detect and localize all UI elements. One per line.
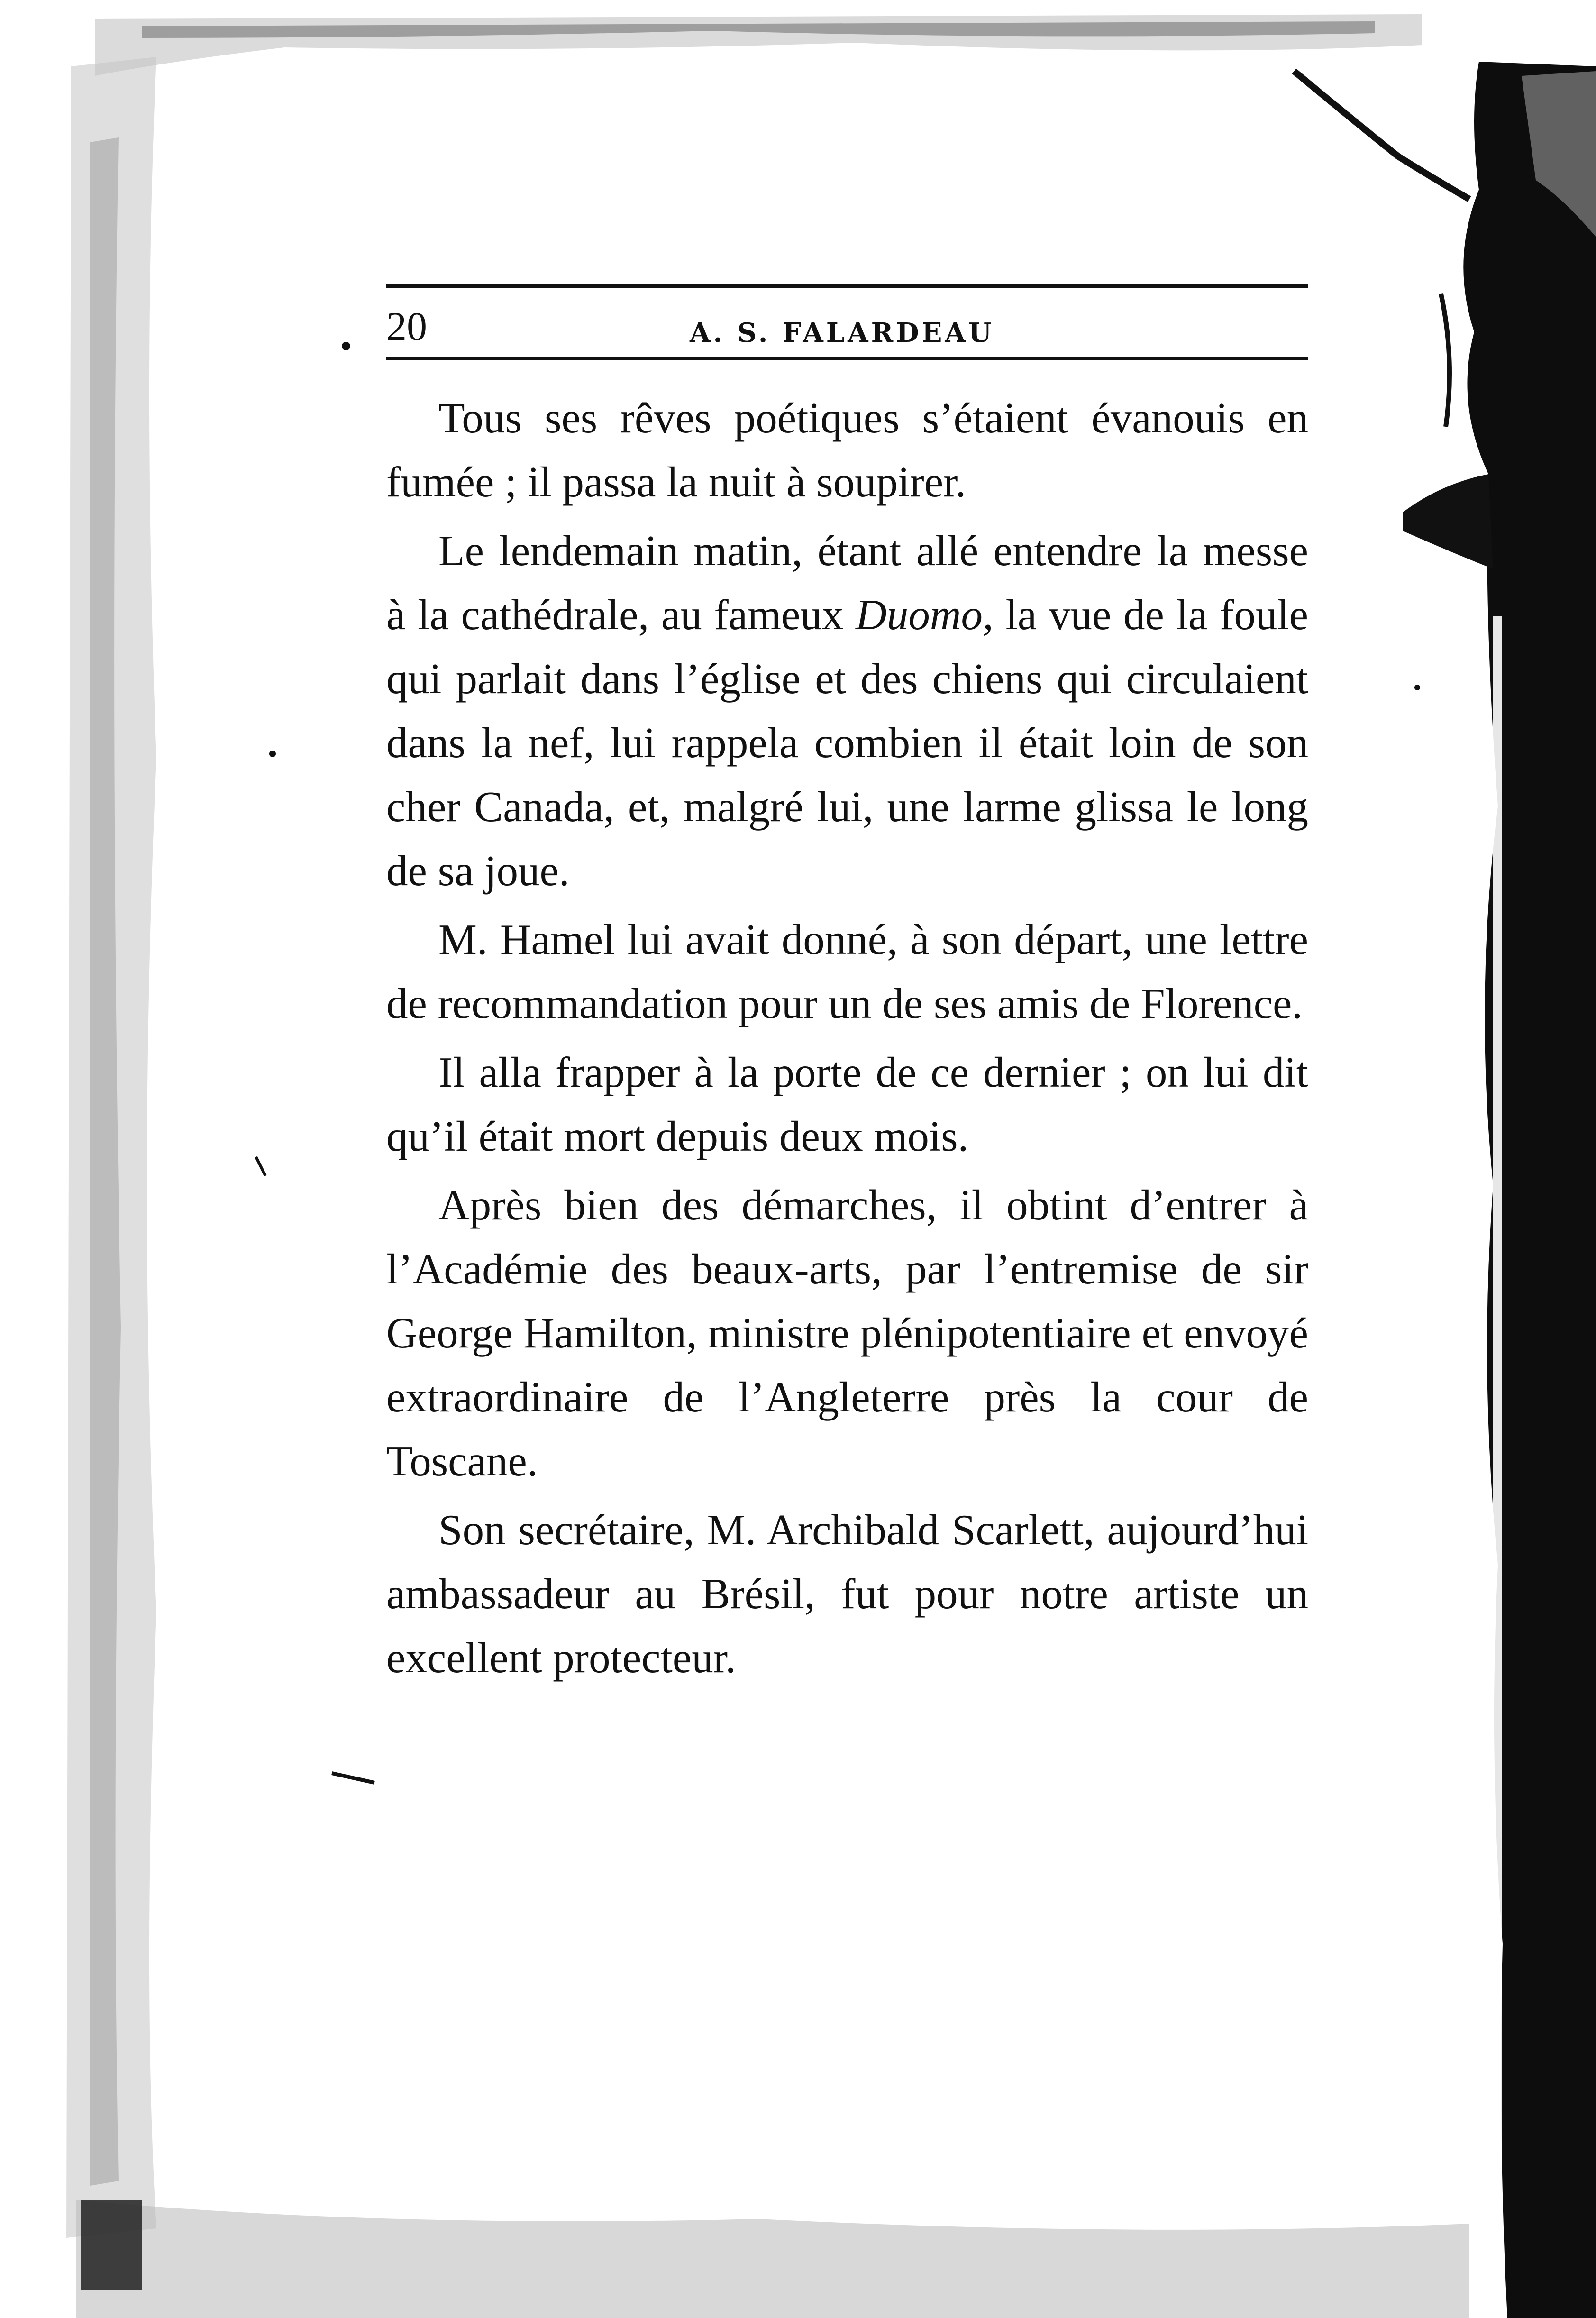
- page-number: 20: [386, 303, 427, 349]
- paragraph-text: la vue de la foule qui parlait dans l’église et des chiens qui circulaient dans la nef, lui rappela combien il était loin de son cher Canada, et, malgré lui, une larme glissa le long de sa joue.: [386, 591, 1308, 895]
- stray-mark: [256, 1157, 265, 1176]
- paragraph: Après bien des démarches, il obtint d’entrer à l’Académie des beaux-arts, par l’entremise de sir George Hamilton, ministre plénipotentiaire et envoyé extraordinaire de l’Angleterre près la cour de Toscane.: [386, 1181, 1308, 1485]
- right-edge-crack-2: [1441, 294, 1450, 427]
- running-head-author: A. S. FALARDEAU: [690, 317, 994, 348]
- body-text: [386, 386, 1308, 1690]
- stray-mark: [1414, 685, 1420, 690]
- bottom-left-blotch: [81, 2200, 142, 2290]
- right-edge-white-gap: [1493, 616, 1502, 2228]
- paragraph-text: Le lendemain matin, étant allé entendre la messe à la cathédrale, au fameux: [386, 527, 1308, 639]
- book-page: [386, 284, 1308, 1695]
- stray-mark: [269, 751, 276, 757]
- stray-mark: [332, 1773, 374, 1783]
- right-torn-edge: [1463, 62, 1596, 2318]
- bottom-edge-noise: [76, 2200, 1469, 2318]
- paragraph: Il alla frapper à la porte de ce dernier ; on lui dit qu’il était mort depuis deux mois.: [386, 1048, 1308, 1160]
- paragraph: Tous ses rêves poétiques s’étaient évanouis en fumée ; il passa la nuit à soupirer.: [386, 394, 1308, 506]
- stray-mark: [342, 342, 350, 350]
- right-torn-flap: [1403, 474, 1493, 569]
- paragraph: [386, 519, 1308, 903]
- right-edge-crack: [1294, 71, 1469, 199]
- running-head: [386, 300, 1308, 352]
- paragraph: M. Hamel lui avait donné, à son départ, une lettre de recommandation pour un de ses amis de Florence.: [386, 916, 1308, 1027]
- header-rule-top: [386, 284, 1308, 288]
- paragraph: Son secrétaire, M. Archibald Scarlett, aujourd’hui ambassadeur au Brésil, fut pour notre artiste un excellent protecteur.: [386, 1506, 1308, 1682]
- paragraph-emphasis: Duomo,: [856, 591, 994, 639]
